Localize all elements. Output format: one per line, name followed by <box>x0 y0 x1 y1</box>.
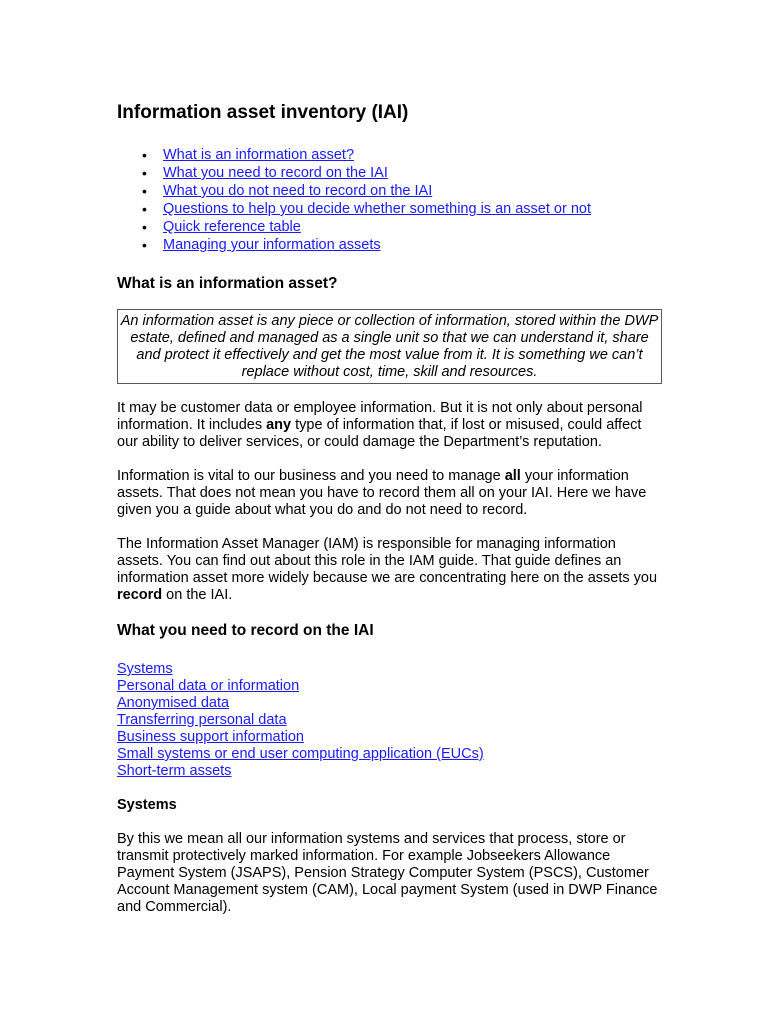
bullet-icon: • <box>142 165 147 181</box>
toc-link-managing-assets[interactable]: Managing your information assets <box>163 237 381 253</box>
paragraph-iam: The Information Asset Manager (IAM) is responsible for managing information assets. You can find out about this role in the IAM guide. That guide defines an information asset more widely because we are concentrating here on the assets you record on the IAI. <box>117 536 658 603</box>
link-systems[interactable]: Systems <box>117 661 173 677</box>
section-heading-what-to-record: What you need to record on the IAI <box>117 622 374 639</box>
toc-link-what-to-record[interactable]: What you need to record on the IAI <box>163 165 388 181</box>
link-small-systems-eucs[interactable]: Small systems or end user computing application (EUCs) <box>117 746 484 762</box>
toc-item <box>117 146 662 164</box>
definition-box: An information asset is any piece or collection of information, stored within the DWP estate, defined and managed as a single unit so that we can understand it, share and protect it effectively and get the most value from it. It is something we can’t replace without cost, time, skill and resources. <box>117 309 662 384</box>
bullet-icon: • <box>142 219 147 235</box>
bullet-icon: • <box>142 147 147 163</box>
bullet-icon: • <box>142 201 147 217</box>
link-business-support[interactable]: Business support information <box>117 729 304 745</box>
subheading-systems: Systems <box>117 797 177 813</box>
link-short-term-assets[interactable]: Short-term assets <box>117 763 232 779</box>
toc-item <box>117 200 662 218</box>
toc-item <box>117 236 662 254</box>
toc-link-questions[interactable]: Questions to help you decide whether something is an asset or not <box>163 201 592 217</box>
bullet-icon: • <box>142 237 147 253</box>
bullet-icon: • <box>142 183 147 199</box>
paragraph-systems: By this we mean all our information systems and services that process, store or transmit protectively marked information. For example Jobseekers Allowance Payment System (JSAPS), Pension Strategy Computer System (PSCS), Customer Account Management system (CAM), Local payment System (used in DWP Finance and Commercial). <box>117 831 658 915</box>
document-page <box>117 100 662 916</box>
toc-link-what-is-asset[interactable]: What is an information asset? <box>163 147 355 163</box>
record-links-list <box>117 661 662 780</box>
paragraph-information-vital: Information is vital to our business and you need to manage all your information assets. That does not mean you have to record them all on your IAI. Here we have given you a guide about what you do and do not need to record. <box>117 468 647 518</box>
toc-item <box>117 182 662 200</box>
link-anonymised-data[interactable]: Anonymised data <box>117 695 230 711</box>
section-heading-what-is-asset: What is an information asset? <box>117 275 338 292</box>
paragraph-customer-data: It may be customer data or employee information. But it is not only about personal information. It includes any type of information that, if lost or misused, could affect our ability to deliver services, or could damage the Department’s reputation. <box>117 400 643 450</box>
table-of-contents <box>117 146 662 254</box>
toc-item <box>117 218 662 236</box>
toc-link-quick-reference[interactable]: Quick reference table <box>163 219 301 235</box>
toc-link-what-not-to-record[interactable]: What you do not need to record on the IAI <box>163 183 433 199</box>
toc-item <box>117 164 662 182</box>
page-title: Information asset inventory (IAI) <box>117 102 409 123</box>
link-personal-data[interactable]: Personal data or information <box>117 678 300 694</box>
link-transferring-personal-data[interactable]: Transferring personal data <box>117 712 287 728</box>
